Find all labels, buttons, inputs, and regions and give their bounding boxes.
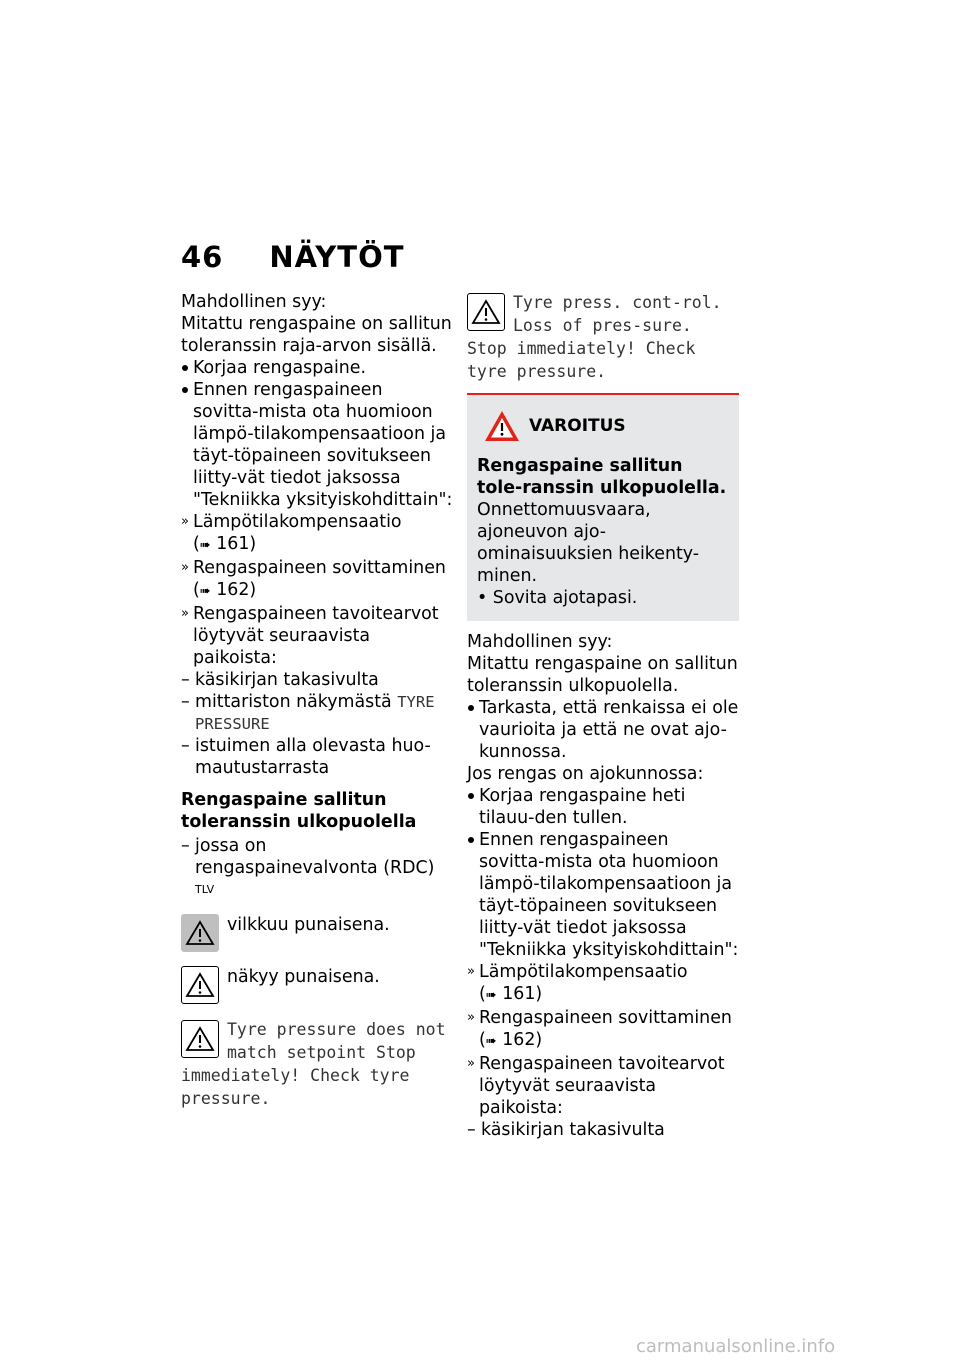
page-reference[interactable]: 161) xyxy=(502,984,543,1004)
page-number: 46 xyxy=(181,240,224,274)
arrow-right-icon: ➠ xyxy=(199,584,211,599)
ref-item: » Rengaspaineen sovittaminen (➠ 162) xyxy=(467,1007,739,1053)
indicator-text: vilkkuu punaisena. xyxy=(227,914,390,935)
warning-panel xyxy=(467,393,739,621)
warning-triangle-icon xyxy=(483,409,521,443)
warning-header xyxy=(477,409,729,443)
indicator-row xyxy=(181,914,453,952)
warning-triangle-icon xyxy=(467,293,505,331)
left-column xyxy=(181,291,453,1110)
arrow-right-icon: ➠ xyxy=(199,538,211,553)
subheading: Rengaspaine sallitun toleranssin ulkopuolella xyxy=(181,790,417,832)
cause-label: Mahdollinen syy: xyxy=(181,292,327,312)
ref-item: » Rengaspaineen tavoitearvot löytyvät seuraavista paikoista: xyxy=(181,604,439,668)
superscript-note: TLV xyxy=(195,883,215,896)
cause-text: Mitattu rengaspaine on sallitun toleranssin raja-arvon sisällä. xyxy=(181,314,452,356)
bullet-item: Ennen rengaspaineen sovitta-mista ota huomioon lämpö-tilakompensaatioon ja täyt-töpaineen sovitukseen liitty-vät tiedot jaksossa "Tekniikka yksityiskohdittain": xyxy=(193,380,453,510)
ref-item: » Rengaspaineen sovittaminen (➠ 162) xyxy=(181,557,453,603)
page-reference[interactable]: 161) xyxy=(216,534,257,554)
ref-item: » Lämpötilakompensaatio (➠ 161) xyxy=(467,961,739,1007)
watermark: carmanualsonline.info xyxy=(636,1336,836,1357)
driving-label: Jos rengas on ajokunnossa: xyxy=(467,764,704,784)
warning-bullet: • Sovita ajotapasi. xyxy=(477,588,638,608)
dash-item: – mittariston näkymästä TYRE PRESSURE xyxy=(181,692,435,733)
warning-label: VAROITUS xyxy=(529,416,626,436)
display-text: TYRE PRESSURE xyxy=(195,693,435,733)
display-message: Tyre press. cont-rol. Loss of pres-sure. Stop immediately! Check tyre pressure. xyxy=(467,293,722,381)
warning-text: Onnettomuusvaara, ajoneuvon ajo-ominaisuuksien heikenty-minen. xyxy=(477,500,700,586)
arrow-right-icon: ➠ xyxy=(485,988,497,1003)
dash-item: – käsikirjan takasivulta xyxy=(467,1120,665,1140)
warning-triangle-icon xyxy=(181,914,219,952)
bullet-item: Ennen rengaspaineen sovitta-mista ota huomioon lämpö-tilakompensaatioon ja täyt-töpaineen sovitukseen liitty-vät tiedot jaksossa "Tekniikka yksityiskohdittain": xyxy=(479,830,739,960)
warning-title: Rengaspaine sallitun tole-ranssin ulkopuolella. xyxy=(477,456,727,498)
ref-item: » Rengaspaineen tavoitearvot löytyvät seuraavista paikoista: xyxy=(467,1054,725,1118)
indicator-row xyxy=(181,966,453,1004)
page-reference[interactable]: 162) xyxy=(216,580,257,600)
ref-item: » Lämpötilakompensaatio (➠ 161) xyxy=(181,511,453,557)
page-title: NÄYTÖT xyxy=(269,240,405,274)
page-reference[interactable]: 162) xyxy=(502,1030,543,1050)
right-column xyxy=(467,291,739,1141)
cause-label: Mahdollinen syy: xyxy=(467,632,613,652)
warning-triangle-icon xyxy=(181,1020,219,1058)
indicator-text: näkyy punaisena. xyxy=(227,966,380,987)
bullet-item: Korjaa rengaspaine heti tilauu-den tullen. xyxy=(479,786,686,828)
bullet-item: Tarkasta, että renkaissa ei ole vaurioita ja että ne ovat ajo-kunnossa. xyxy=(479,698,739,762)
display-message: Tyre pressure does not match setpoint Stop immediately! Check tyre pressure. xyxy=(181,1019,446,1108)
arrow-right-icon: ➠ xyxy=(485,1034,497,1049)
cause-text: Mitattu rengaspaine on sallitun toleranssin ulkopuolella. xyxy=(467,654,738,696)
page-header xyxy=(181,240,405,274)
dash-item: – käsikirjan takasivulta xyxy=(181,670,379,690)
dash-item: – istuimen alla olevasta huo-mautustarrasta xyxy=(181,736,431,778)
bullet-item: Korjaa rengaspaine. xyxy=(193,358,367,378)
warning-triangle-icon xyxy=(181,966,219,1004)
dash-item: – jossa on rengaspainevalvonta (RDC) $^{TLV}$ xyxy=(181,836,435,896)
